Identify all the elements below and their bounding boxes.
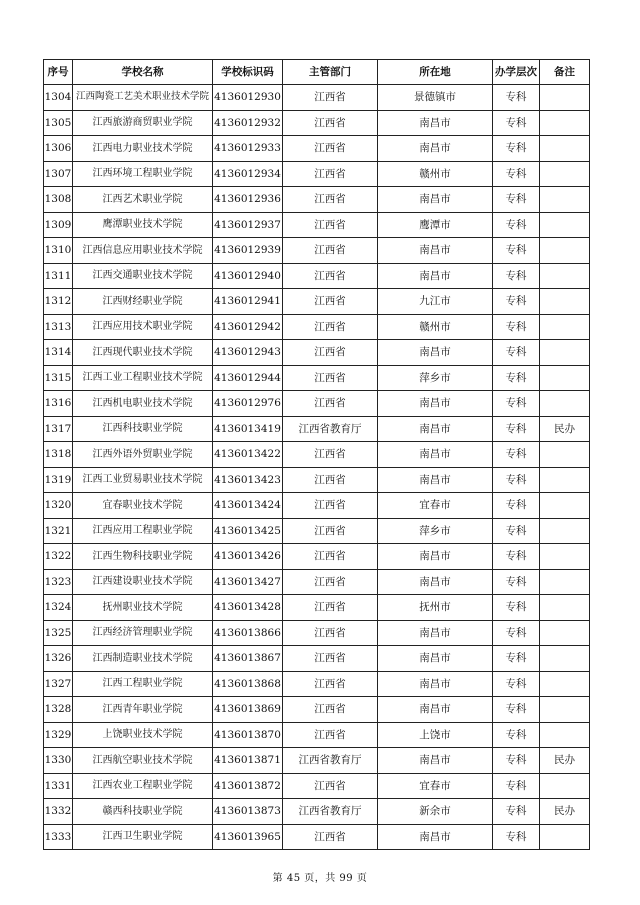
- cell-location: 鹰潭市: [378, 212, 493, 238]
- cell-index: 1309: [44, 212, 73, 238]
- cell-school-code: 4136012942: [213, 314, 283, 340]
- cell-remarks: [540, 595, 590, 621]
- cell-remarks: 民办: [540, 748, 590, 774]
- cell-remarks: 民办: [540, 799, 590, 825]
- table-row: [44, 748, 590, 774]
- cell-level: 专科: [493, 187, 540, 213]
- cell-school-name: 宜春职业技术学院: [73, 493, 213, 519]
- cell-remarks: [540, 85, 590, 111]
- cell-level: 专科: [493, 722, 540, 748]
- cell-school-name: 江西外语外贸职业学院: [73, 442, 213, 468]
- header-remarks: 备注: [540, 60, 590, 85]
- cell-authority: 江西省: [283, 518, 378, 544]
- table-row: [44, 799, 590, 825]
- cell-authority: 江西省: [283, 544, 378, 570]
- cell-school-code: 4136013427: [213, 569, 283, 595]
- cell-location: 南昌市: [378, 416, 493, 442]
- cell-school-name: 江西现代职业技术学院: [73, 340, 213, 366]
- cell-school-code: 4136013873: [213, 799, 283, 825]
- cell-school-code: 4136013965: [213, 824, 283, 850]
- table-row: [44, 391, 590, 417]
- cell-location: 南昌市: [378, 238, 493, 264]
- cell-school-name: 鹰潭职业技术学院: [73, 212, 213, 238]
- cell-index: 1326: [44, 646, 73, 672]
- cell-location: 南昌市: [378, 748, 493, 774]
- cell-school-code: 4136013423: [213, 467, 283, 493]
- table-row: [44, 493, 590, 519]
- table-row: [44, 544, 590, 570]
- cell-index: 1322: [44, 544, 73, 570]
- cell-school-name: 江西艺术职业学院: [73, 187, 213, 213]
- cell-authority: 江西省: [283, 289, 378, 315]
- cell-remarks: [540, 161, 590, 187]
- cell-authority: 江西省: [283, 187, 378, 213]
- cell-school-code: 4136012930: [213, 85, 283, 111]
- cell-authority: 江西省教育厅: [283, 748, 378, 774]
- cell-level: 专科: [493, 416, 540, 442]
- page-footer: 第 45 页，共 99 页: [272, 873, 368, 884]
- cell-school-code: 4136012944: [213, 365, 283, 391]
- cell-remarks: [540, 646, 590, 672]
- cell-authority: 江西省: [283, 238, 378, 264]
- cell-remarks: [540, 365, 590, 391]
- cell-level: 专科: [493, 365, 540, 391]
- cell-index: 1317: [44, 416, 73, 442]
- cell-level: 专科: [493, 314, 540, 340]
- table-row: [44, 620, 590, 646]
- cell-school-code: 4136012934: [213, 161, 283, 187]
- cell-index: 1323: [44, 569, 73, 595]
- cell-authority: 江西省教育厅: [283, 416, 378, 442]
- cell-authority: 江西省: [283, 365, 378, 391]
- cell-remarks: [540, 442, 590, 468]
- cell-authority: 江西省: [283, 620, 378, 646]
- cell-authority: 江西省: [283, 442, 378, 468]
- cell-authority: 江西省: [283, 697, 378, 723]
- table-row: [44, 289, 590, 315]
- cell-remarks: [540, 289, 590, 315]
- cell-school-code: 4136013867: [213, 646, 283, 672]
- cell-school-name: 江西环境工程职业学院: [73, 161, 213, 187]
- cell-index: 1318: [44, 442, 73, 468]
- cell-index: 1315: [44, 365, 73, 391]
- cell-school-name: 江西机电职业技术学院: [73, 391, 213, 417]
- table-row: [44, 85, 590, 111]
- cell-school-name: 江西旅游商贸职业学院: [73, 110, 213, 136]
- cell-remarks: [540, 824, 590, 850]
- cell-remarks: [540, 314, 590, 340]
- cell-level: 专科: [493, 748, 540, 774]
- cell-index: 1304: [44, 85, 73, 111]
- cell-school-name: 江西电力职业技术学院: [73, 136, 213, 162]
- table-row: [44, 314, 590, 340]
- cell-index: 1310: [44, 238, 73, 264]
- cell-remarks: [540, 697, 590, 723]
- cell-school-name: 江西建设职业技术学院: [73, 569, 213, 595]
- cell-school-code: 4136013866: [213, 620, 283, 646]
- cell-level: 专科: [493, 136, 540, 162]
- cell-location: 南昌市: [378, 442, 493, 468]
- cell-location: 宜春市: [378, 493, 493, 519]
- cell-location: 上饶市: [378, 722, 493, 748]
- cell-level: 专科: [493, 161, 540, 187]
- cell-remarks: [540, 620, 590, 646]
- cell-school-code: 4136012939: [213, 238, 283, 264]
- cell-authority: 江西省: [283, 467, 378, 493]
- header-school-name: 学校名称: [73, 60, 213, 85]
- table-row: [44, 161, 590, 187]
- cell-remarks: [540, 212, 590, 238]
- cell-school-code: 4136012936: [213, 187, 283, 213]
- cell-remarks: [540, 544, 590, 570]
- cell-index: 1321: [44, 518, 73, 544]
- cell-location: 南昌市: [378, 136, 493, 162]
- cell-authority: 江西省: [283, 493, 378, 519]
- cell-authority: 江西省: [283, 569, 378, 595]
- cell-school-code: 4136012976: [213, 391, 283, 417]
- cell-school-name: 江西财经职业学院: [73, 289, 213, 315]
- cell-authority: 江西省: [283, 340, 378, 366]
- cell-school-code: 4136012941: [213, 289, 283, 315]
- cell-index: 1319: [44, 467, 73, 493]
- cell-school-name: 赣西科技职业学院: [73, 799, 213, 825]
- table-row: [44, 518, 590, 544]
- cell-index: 1306: [44, 136, 73, 162]
- cell-location: 抚州市: [378, 595, 493, 621]
- cell-authority: 江西省: [283, 722, 378, 748]
- cell-authority: 江西省: [283, 391, 378, 417]
- cell-remarks: [540, 569, 590, 595]
- header-authority: 主管部门: [283, 60, 378, 85]
- cell-index: 1320: [44, 493, 73, 519]
- table-row: [44, 671, 590, 697]
- cell-remarks: [540, 493, 590, 519]
- cell-school-name: 江西工业贸易职业技术学院: [73, 467, 213, 493]
- cell-level: 专科: [493, 85, 540, 111]
- cell-remarks: [540, 467, 590, 493]
- cell-school-code: 4136013868: [213, 671, 283, 697]
- cell-index: 1328: [44, 697, 73, 723]
- cell-school-code: 4136013869: [213, 697, 283, 723]
- cell-index: 1329: [44, 722, 73, 748]
- cell-level: 专科: [493, 340, 540, 366]
- cell-location: 南昌市: [378, 544, 493, 570]
- cell-remarks: [540, 263, 590, 289]
- cell-location: 南昌市: [378, 697, 493, 723]
- cell-school-code: 4136013422: [213, 442, 283, 468]
- cell-index: 1331: [44, 773, 73, 799]
- cell-level: 专科: [493, 646, 540, 672]
- table-row: [44, 773, 590, 799]
- cell-remarks: [540, 518, 590, 544]
- cell-school-name: 江西航空职业技术学院: [73, 748, 213, 774]
- cell-school-code: 4136012937: [213, 212, 283, 238]
- cell-level: 专科: [493, 799, 540, 825]
- cell-school-name: 江西科技职业学院: [73, 416, 213, 442]
- table-row: [44, 365, 590, 391]
- cell-school-name: 江西工程职业学院: [73, 671, 213, 697]
- table-body: [44, 85, 590, 850]
- cell-level: 专科: [493, 289, 540, 315]
- cell-index: 1332: [44, 799, 73, 825]
- table-row: [44, 722, 590, 748]
- cell-school-name: 江西应用技术职业学院: [73, 314, 213, 340]
- table-row: [44, 263, 590, 289]
- cell-location: 萍乡市: [378, 518, 493, 544]
- cell-remarks: [540, 391, 590, 417]
- cell-school-name: 江西农业工程职业学院: [73, 773, 213, 799]
- cell-authority: 江西省: [283, 314, 378, 340]
- cell-index: 1307: [44, 161, 73, 187]
- table-row: [44, 340, 590, 366]
- cell-school-name: 江西应用工程职业学院: [73, 518, 213, 544]
- cell-location: 南昌市: [378, 620, 493, 646]
- cell-remarks: 民办: [540, 416, 590, 442]
- cell-remarks: [540, 110, 590, 136]
- cell-school-code: 4136013872: [213, 773, 283, 799]
- cell-level: 专科: [493, 544, 540, 570]
- cell-school-name: 上饶职业技术学院: [73, 722, 213, 748]
- cell-authority: 江西省: [283, 161, 378, 187]
- cell-school-name: 江西生物科技职业学院: [73, 544, 213, 570]
- cell-authority: 江西省: [283, 110, 378, 136]
- cell-school-name: 江西经济管理职业学院: [73, 620, 213, 646]
- cell-remarks: [540, 671, 590, 697]
- cell-location: 南昌市: [378, 187, 493, 213]
- header-level: 办学层次: [493, 60, 540, 85]
- cell-school-code: 4136012940: [213, 263, 283, 289]
- cell-school-code: 4136013428: [213, 595, 283, 621]
- cell-authority: 江西省: [283, 773, 378, 799]
- cell-level: 专科: [493, 773, 540, 799]
- cell-index: 1327: [44, 671, 73, 697]
- cell-location: 萍乡市: [378, 365, 493, 391]
- cell-location: 宜春市: [378, 773, 493, 799]
- table-row: [44, 697, 590, 723]
- cell-level: 专科: [493, 110, 540, 136]
- cell-authority: 江西省: [283, 263, 378, 289]
- table-row: [44, 212, 590, 238]
- table-row: [44, 467, 590, 493]
- cell-authority: 江西省: [283, 212, 378, 238]
- cell-school-name: 江西信息应用职业技术学院: [73, 238, 213, 264]
- cell-school-name: 抚州职业技术学院: [73, 595, 213, 621]
- cell-school-code: 4136013424: [213, 493, 283, 519]
- cell-level: 专科: [493, 212, 540, 238]
- table-row: [44, 416, 590, 442]
- cell-authority: 江西省: [283, 136, 378, 162]
- cell-location: 赣州市: [378, 314, 493, 340]
- table-row: [44, 569, 590, 595]
- cell-index: 1325: [44, 620, 73, 646]
- cell-level: 专科: [493, 467, 540, 493]
- cell-school-name: 江西工业工程职业技术学院: [73, 365, 213, 391]
- table-row: [44, 824, 590, 850]
- cell-location: 景德镇市: [378, 85, 493, 111]
- cell-school-name: 江西制造职业技术学院: [73, 646, 213, 672]
- header-school-code: 学校标识码: [213, 60, 283, 85]
- cell-authority: 江西省: [283, 85, 378, 111]
- cell-level: 专科: [493, 493, 540, 519]
- cell-location: 新余市: [378, 799, 493, 825]
- cell-index: 1324: [44, 595, 73, 621]
- cell-school-name: 江西交通职业技术学院: [73, 263, 213, 289]
- table-row: [44, 595, 590, 621]
- cell-school-name: 江西卫生职业学院: [73, 824, 213, 850]
- table-row: [44, 238, 590, 264]
- cell-index: 1305: [44, 110, 73, 136]
- table-header-row: [44, 60, 590, 85]
- cell-level: 专科: [493, 824, 540, 850]
- cell-level: 专科: [493, 263, 540, 289]
- cell-level: 专科: [493, 238, 540, 264]
- cell-location: 南昌市: [378, 824, 493, 850]
- cell-index: 1311: [44, 263, 73, 289]
- cell-school-name: 江西陶瓷工艺美术职业技术学院: [73, 85, 213, 111]
- cell-level: 专科: [493, 671, 540, 697]
- cell-level: 专科: [493, 595, 540, 621]
- cell-level: 专科: [493, 569, 540, 595]
- cell-index: 1316: [44, 391, 73, 417]
- cell-school-code: 4136013870: [213, 722, 283, 748]
- cell-school-code: 4136013419: [213, 416, 283, 442]
- cell-school-code: 4136012943: [213, 340, 283, 366]
- table-row: [44, 110, 590, 136]
- cell-remarks: [540, 187, 590, 213]
- table-row: [44, 442, 590, 468]
- cell-authority: 江西省教育厅: [283, 799, 378, 825]
- cell-level: 专科: [493, 391, 540, 417]
- header-location: 所在地: [378, 60, 493, 85]
- cell-index: 1312: [44, 289, 73, 315]
- cell-index: 1314: [44, 340, 73, 366]
- cell-remarks: [540, 340, 590, 366]
- cell-school-name: 江西青年职业学院: [73, 697, 213, 723]
- cell-location: 南昌市: [378, 646, 493, 672]
- cell-location: 南昌市: [378, 671, 493, 697]
- cell-location: 南昌市: [378, 391, 493, 417]
- cell-index: 1313: [44, 314, 73, 340]
- cell-school-code: 4136013871: [213, 748, 283, 774]
- cell-location: 南昌市: [378, 110, 493, 136]
- cell-location: 九江市: [378, 289, 493, 315]
- cell-school-code: 4136012933: [213, 136, 283, 162]
- cell-location: 南昌市: [378, 263, 493, 289]
- cell-authority: 江西省: [283, 595, 378, 621]
- cell-remarks: [540, 773, 590, 799]
- cell-authority: 江西省: [283, 671, 378, 697]
- cell-school-code: 4136013426: [213, 544, 283, 570]
- cell-location: 南昌市: [378, 467, 493, 493]
- cell-level: 专科: [493, 697, 540, 723]
- cell-location: 南昌市: [378, 569, 493, 595]
- table-row: [44, 646, 590, 672]
- cell-remarks: [540, 136, 590, 162]
- cell-authority: 江西省: [283, 824, 378, 850]
- table-row: [44, 187, 590, 213]
- header-index: 序号: [44, 60, 73, 85]
- cell-remarks: [540, 722, 590, 748]
- cell-remarks: [540, 238, 590, 264]
- document-page: [43, 59, 589, 850]
- cell-location: 南昌市: [378, 340, 493, 366]
- cell-level: 专科: [493, 620, 540, 646]
- cell-school-code: 4136012932: [213, 110, 283, 136]
- table-row: [44, 136, 590, 162]
- cell-level: 专科: [493, 518, 540, 544]
- cell-index: 1333: [44, 824, 73, 850]
- cell-location: 赣州市: [378, 161, 493, 187]
- cell-school-code: 4136013425: [213, 518, 283, 544]
- school-list-table: [43, 59, 590, 850]
- cell-index: 1308: [44, 187, 73, 213]
- cell-level: 专科: [493, 442, 540, 468]
- cell-index: 1330: [44, 748, 73, 774]
- cell-authority: 江西省: [283, 646, 378, 672]
